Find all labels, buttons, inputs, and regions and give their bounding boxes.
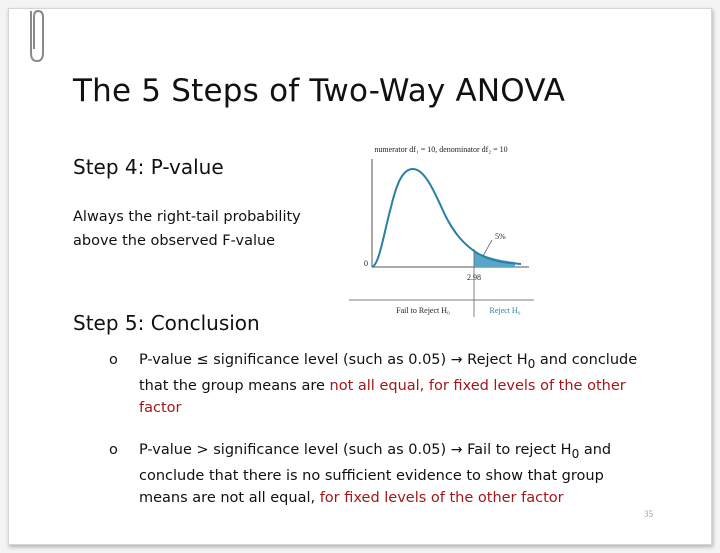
critical-value-label: 2.98 [467,273,481,282]
f-distribution-figure [339,137,539,317]
percent-pointer [483,240,492,256]
slide-title: The 5 Steps of Two-Way ANOVA [73,73,566,109]
arrow-icon: → [450,352,463,368]
highlight-text: for fixed levels of the other factor [319,489,564,506]
zero-label: 0 [364,259,368,268]
step5-heading: Step 5: Conclusion [73,311,260,335]
bullet-text: P-value > significance level (such as 0.05) → Fail to reject $H_0$ and conclude that there is no sufficient evidence to show that group means are not all equal, for fixed levels of the other factor [139,442,612,506]
arrow-icon: → [450,442,463,458]
highlight-text: not all equal, for fixed levels of the other factor [139,377,626,416]
f-density-curve [372,169,521,267]
tail-percent-label: 5% [495,232,506,241]
reject-region-label: Reject H₀ [489,306,521,315]
bullet-text: P-value ≤ significance level (such as 0.05) → Reject $H_0$ and conclude that the group means are not all equal, for fixed levels of the other factor [139,352,638,416]
slide [8,8,712,545]
fail-region-label: Fail to Reject H₀ [396,306,450,315]
bullet-marker: o [109,442,118,458]
figure-caption: numerator df₁ = 10, denominator df₂ = 10 [374,145,508,154]
paperclip-icon [21,9,51,69]
page-number: 35 [644,509,653,519]
step4-heading: Step 4: P-value [73,155,224,179]
step4-description: Always the right-tail probability above the observed F-value [73,209,301,249]
bullet-marker: o [109,352,118,368]
